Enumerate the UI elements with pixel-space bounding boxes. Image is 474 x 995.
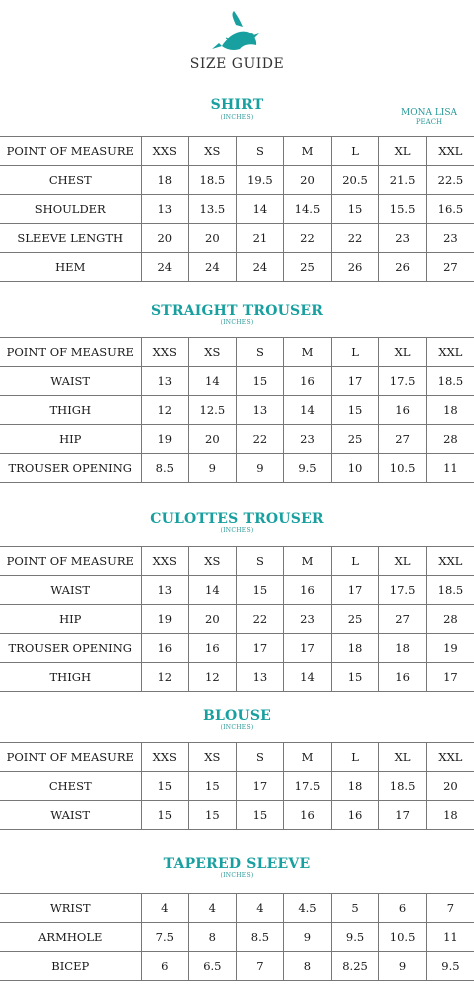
table-row xyxy=(0,663,474,692)
measure-label-cell: THIGH xyxy=(0,663,141,692)
measurement-cell: 8 xyxy=(189,923,237,952)
size-header-cell: XXL xyxy=(426,137,474,166)
measurement-cell: 17 xyxy=(236,772,284,801)
measurement-cell: 9 xyxy=(236,454,284,483)
measurement-cell: 9 xyxy=(379,952,427,981)
measurement-cell: 28 xyxy=(426,425,474,454)
measure-label-cell: HEM xyxy=(0,253,141,282)
measurement-cell: 4 xyxy=(141,894,189,923)
measurement-cell: 23 xyxy=(284,605,332,634)
measurement-cell: 26 xyxy=(331,253,379,282)
measurement-cell: 16.5 xyxy=(426,195,474,224)
measurement-cell: 15 xyxy=(141,801,189,830)
measurement-cell: 10.5 xyxy=(379,923,427,952)
measurement-cell: 13 xyxy=(236,396,284,425)
measurement-cell: 22 xyxy=(284,224,332,253)
measurement-cell: 18 xyxy=(379,634,427,663)
measurement-cell: 13 xyxy=(141,195,189,224)
size-header-cell: L xyxy=(331,547,379,576)
brand-name: SIZE GUIDE xyxy=(189,56,285,72)
measurement-cell: 19 xyxy=(141,605,189,634)
measurement-cell: 26 xyxy=(379,253,427,282)
measurement-cell: 14 xyxy=(236,195,284,224)
dove-logo-icon xyxy=(0,10,474,55)
measurement-cell: 20.5 xyxy=(331,166,379,195)
size-header-cell: S xyxy=(236,547,284,576)
section-title-straight-trouser: STRAIGHT TROUSER xyxy=(150,303,324,319)
size-header-cell: XXS xyxy=(141,547,189,576)
measurement-cell: 24 xyxy=(236,253,284,282)
measurement-cell: 15 xyxy=(236,367,284,396)
measurement-cell: 17.5 xyxy=(379,576,427,605)
size-header-cell: L xyxy=(331,338,379,367)
measurement-cell: 18 xyxy=(141,166,189,195)
header-label-cell: POINT OF MEASURE xyxy=(0,547,141,576)
measurement-cell: 11 xyxy=(426,923,474,952)
measurement-cell: 8.25 xyxy=(331,952,379,981)
section-title-shirt: SHIRT xyxy=(210,97,264,113)
table-header-row xyxy=(0,547,474,576)
size-header-cell: M xyxy=(284,743,332,772)
measurement-cell: 20 xyxy=(189,224,237,253)
measurement-cell: 9.5 xyxy=(331,923,379,952)
size-header-cell: L xyxy=(331,743,379,772)
header-label-cell: POINT OF MEASURE xyxy=(0,743,141,772)
size-header-cell: XL xyxy=(379,547,427,576)
measurement-cell: 28 xyxy=(426,605,474,634)
measurement-cell: 8.5 xyxy=(236,923,284,952)
measure-label-cell: CHEST xyxy=(0,772,141,801)
measure-label-cell: THIGH xyxy=(0,396,141,425)
measurement-cell: 14.5 xyxy=(284,195,332,224)
measurement-cell: 18.5 xyxy=(426,576,474,605)
table-row xyxy=(0,396,474,425)
size-header-cell: M xyxy=(284,547,332,576)
measurement-cell: 21.5 xyxy=(379,166,427,195)
size-header-cell: XS xyxy=(189,137,237,166)
measurement-cell: 12 xyxy=(141,396,189,425)
measurement-cell: 22 xyxy=(331,224,379,253)
table-row xyxy=(0,772,474,801)
measurement-cell: 13 xyxy=(236,663,284,692)
measurement-cell: 18 xyxy=(331,772,379,801)
measurement-cell: 27 xyxy=(379,605,427,634)
measurement-cell: 9 xyxy=(284,923,332,952)
measurement-cell: 14 xyxy=(189,367,237,396)
measurement-cell: 7 xyxy=(236,952,284,981)
table-row xyxy=(0,894,474,923)
measurement-cell: 17 xyxy=(331,367,379,396)
measurement-cell: 8.5 xyxy=(141,454,189,483)
measure-label-cell: HIP xyxy=(0,425,141,454)
size-header-cell: XXL xyxy=(426,743,474,772)
measurement-cell: 8 xyxy=(284,952,332,981)
measurement-cell: 25 xyxy=(331,425,379,454)
table-header-row xyxy=(0,743,474,772)
table-row xyxy=(0,166,474,195)
size-header-cell: S xyxy=(236,338,284,367)
measurement-cell: 17 xyxy=(331,576,379,605)
table-row xyxy=(0,367,474,396)
size-header-cell: XL xyxy=(379,137,427,166)
straight-trouser-size-table xyxy=(0,337,474,483)
measurement-cell: 12 xyxy=(189,663,237,692)
measure-label-cell: SHOULDER xyxy=(0,195,141,224)
measurement-cell: 24 xyxy=(141,253,189,282)
section-unit-culottes-trouser: (INCHES) xyxy=(220,527,254,534)
section-title-culottes-trouser: CULOTTES TROUSER xyxy=(150,511,324,527)
table-header-row xyxy=(0,338,474,367)
table-row xyxy=(0,576,474,605)
measure-label-cell: WAIST xyxy=(0,367,141,396)
measurement-cell: 15 xyxy=(236,801,284,830)
measurement-cell: 9.5 xyxy=(426,952,474,981)
measurement-cell: 17.5 xyxy=(379,367,427,396)
measurement-cell: 22 xyxy=(236,605,284,634)
measurement-cell: 17 xyxy=(426,663,474,692)
measurement-cell: 18 xyxy=(426,396,474,425)
table-row xyxy=(0,605,474,634)
size-header-cell: XXS xyxy=(141,743,189,772)
measure-label-cell: ARMHOLE xyxy=(0,923,141,952)
measurement-cell: 20 xyxy=(426,772,474,801)
measure-label-cell: SLEEVE LENGTH xyxy=(0,224,141,253)
size-header-cell: S xyxy=(236,137,284,166)
measurement-cell: 20 xyxy=(189,425,237,454)
measurement-cell: 15 xyxy=(189,801,237,830)
measurement-cell: 14 xyxy=(189,576,237,605)
measurement-cell: 9.5 xyxy=(284,454,332,483)
measurement-cell: 20 xyxy=(284,166,332,195)
measurement-cell: 18.5 xyxy=(379,772,427,801)
measurement-cell: 19 xyxy=(426,634,474,663)
measure-label-cell: WAIST xyxy=(0,801,141,830)
measurement-cell: 16 xyxy=(189,634,237,663)
header-label-cell: POINT OF MEASURE xyxy=(0,338,141,367)
measurement-cell: 16 xyxy=(331,801,379,830)
measurement-cell: 14 xyxy=(284,396,332,425)
measurement-cell: 18.5 xyxy=(426,367,474,396)
measurement-cell: 13 xyxy=(141,576,189,605)
measurement-cell: 11 xyxy=(426,454,474,483)
measurement-cell: 16 xyxy=(141,634,189,663)
size-header-cell: S xyxy=(236,743,284,772)
measurement-cell: 6.5 xyxy=(189,952,237,981)
size-header-cell: XXL xyxy=(426,547,474,576)
size-header-cell: L xyxy=(331,137,379,166)
measurement-cell: 6 xyxy=(379,894,427,923)
table-row xyxy=(0,923,474,952)
measurement-cell: 15 xyxy=(331,396,379,425)
size-header-cell: XS xyxy=(189,743,237,772)
measurement-cell: 20 xyxy=(189,605,237,634)
measurement-cell: 7 xyxy=(426,894,474,923)
section-unit-straight-trouser: (INCHES) xyxy=(220,319,254,326)
measurement-cell: 5 xyxy=(331,894,379,923)
measure-label-cell: BICEP xyxy=(0,952,141,981)
measurement-cell: 23 xyxy=(284,425,332,454)
header-label-cell: POINT OF MEASURE xyxy=(0,137,141,166)
measurement-cell: 24 xyxy=(189,253,237,282)
measurement-cell: 16 xyxy=(379,396,427,425)
measurement-cell: 21 xyxy=(236,224,284,253)
table-row xyxy=(0,801,474,830)
measurement-cell: 19.5 xyxy=(236,166,284,195)
section-title-tapered-sleeve: TAPERED SLEEVE xyxy=(163,856,311,872)
size-header-cell: XXS xyxy=(141,338,189,367)
section-unit-shirt: (INCHES) xyxy=(220,114,254,121)
size-header-cell: XS xyxy=(189,547,237,576)
measurement-cell: 6 xyxy=(141,952,189,981)
size-header-cell: XS xyxy=(189,338,237,367)
measurement-cell: 13.5 xyxy=(189,195,237,224)
measurement-cell: 19 xyxy=(141,425,189,454)
measurement-cell: 12.5 xyxy=(189,396,237,425)
table-row xyxy=(0,253,474,282)
measurement-cell: 25 xyxy=(284,253,332,282)
measurement-cell: 16 xyxy=(379,663,427,692)
measurement-cell: 4 xyxy=(189,894,237,923)
shirt-size-table xyxy=(0,136,474,282)
culottes-trouser-size-table xyxy=(0,546,474,692)
measurement-cell: 16 xyxy=(284,801,332,830)
measurement-cell: 22.5 xyxy=(426,166,474,195)
measurement-cell: 15.5 xyxy=(379,195,427,224)
measure-label-cell: TROUSER OPENING xyxy=(0,454,141,483)
collection-name: MONA LISA xyxy=(400,108,458,118)
measurement-cell: 15 xyxy=(189,772,237,801)
measurement-cell: 4 xyxy=(236,894,284,923)
measurement-cell: 18 xyxy=(331,634,379,663)
measurement-cell: 14 xyxy=(284,663,332,692)
measurement-cell: 16 xyxy=(284,367,332,396)
section-unit-tapered-sleeve: (INCHES) xyxy=(220,872,254,879)
measurement-cell: 20 xyxy=(141,224,189,253)
measure-label-cell: CHEST xyxy=(0,166,141,195)
measure-label-cell: WRIST xyxy=(0,894,141,923)
measurement-cell: 15 xyxy=(331,195,379,224)
measurement-cell: 27 xyxy=(426,253,474,282)
size-header-cell: XXS xyxy=(141,137,189,166)
size-header-cell: M xyxy=(284,338,332,367)
table-row xyxy=(0,454,474,483)
table-row xyxy=(0,224,474,253)
measurement-cell: 15 xyxy=(236,576,284,605)
size-header-cell: XL xyxy=(379,338,427,367)
measure-label-cell: WAIST xyxy=(0,576,141,605)
table-row xyxy=(0,634,474,663)
measurement-cell: 18 xyxy=(426,801,474,830)
tapered-sleeve-size-table xyxy=(0,893,474,981)
table-header-row xyxy=(0,137,474,166)
measurement-cell: 27 xyxy=(379,425,427,454)
measurement-cell: 22 xyxy=(236,425,284,454)
table-row xyxy=(0,195,474,224)
section-unit-blouse: (INCHES) xyxy=(220,724,254,731)
measurement-cell: 15 xyxy=(141,772,189,801)
measurement-cell: 16 xyxy=(284,576,332,605)
table-row xyxy=(0,425,474,454)
measurement-cell: 17 xyxy=(379,801,427,830)
size-header-cell: XXL xyxy=(426,338,474,367)
collection-color: PEACH xyxy=(415,118,443,126)
measurement-cell: 9 xyxy=(189,454,237,483)
measurement-cell: 12 xyxy=(141,663,189,692)
measurement-cell: 25 xyxy=(331,605,379,634)
measure-label-cell: TROUSER OPENING xyxy=(0,634,141,663)
measurement-cell: 18.5 xyxy=(189,166,237,195)
table-row xyxy=(0,952,474,981)
measurement-cell: 17 xyxy=(236,634,284,663)
measurement-cell: 17 xyxy=(284,634,332,663)
size-header-cell: XL xyxy=(379,743,427,772)
measurement-cell: 17.5 xyxy=(284,772,332,801)
measurement-cell: 10 xyxy=(331,454,379,483)
blouse-size-table xyxy=(0,742,474,830)
measurement-cell: 23 xyxy=(426,224,474,253)
measure-label-cell: HIP xyxy=(0,605,141,634)
measurement-cell: 10.5 xyxy=(379,454,427,483)
measurement-cell: 7.5 xyxy=(141,923,189,952)
measurement-cell: 4.5 xyxy=(284,894,332,923)
section-title-blouse: BLOUSE xyxy=(202,708,272,724)
measurement-cell: 23 xyxy=(379,224,427,253)
measurement-cell: 15 xyxy=(331,663,379,692)
measurement-cell: 13 xyxy=(141,367,189,396)
size-header-cell: M xyxy=(284,137,332,166)
